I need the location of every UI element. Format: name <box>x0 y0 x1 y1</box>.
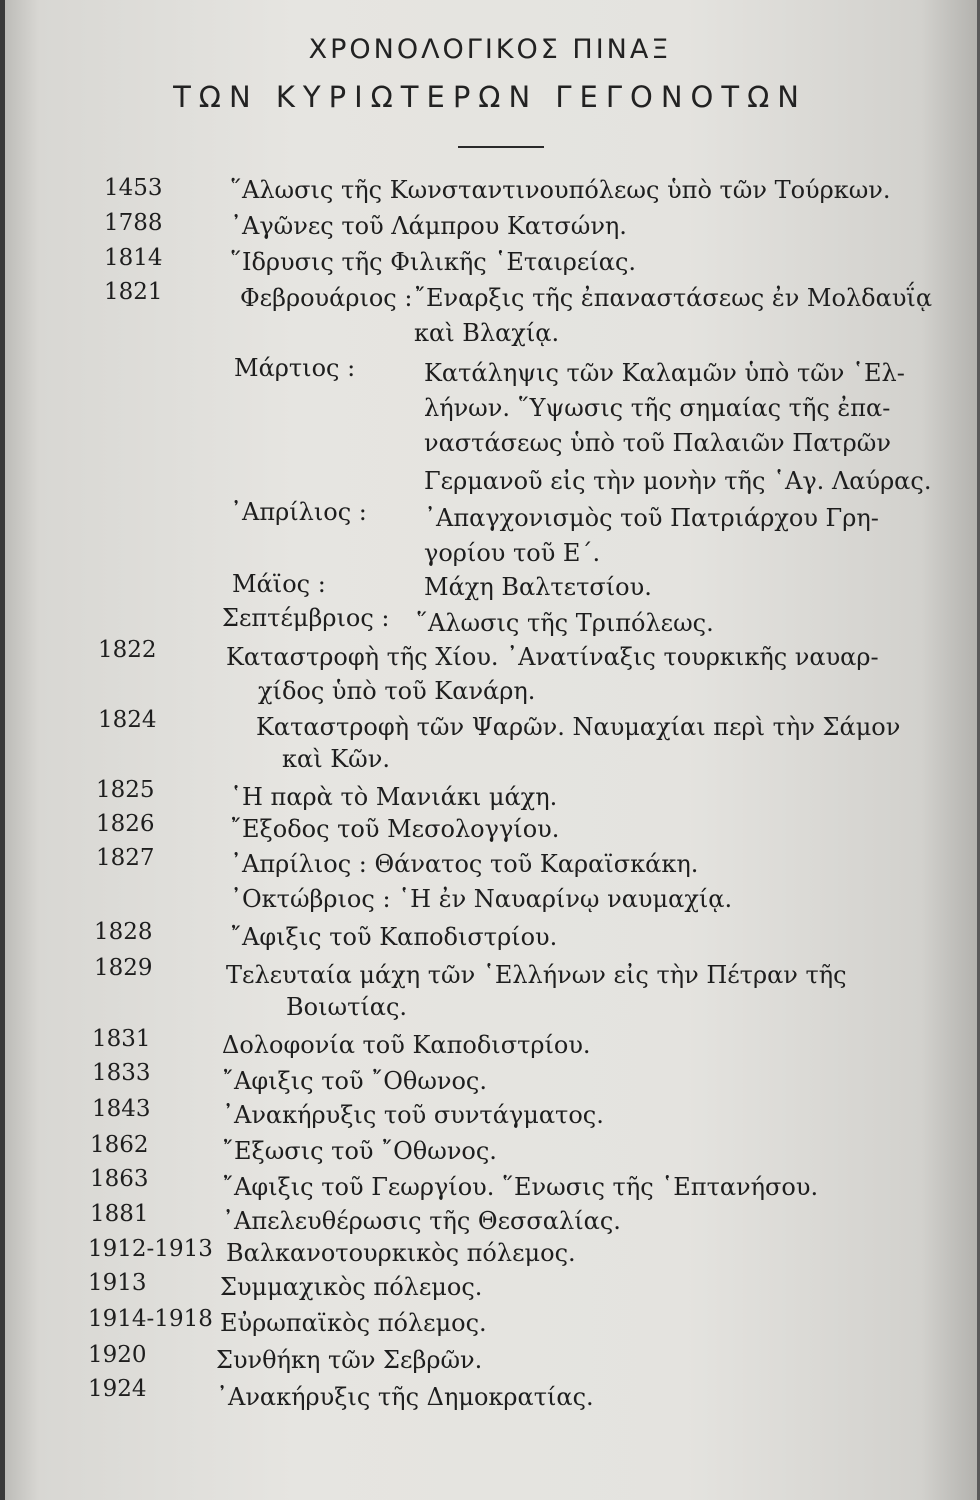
entry-year: 1913 <box>88 1270 147 1296</box>
entry-month: Μάρτιος : <box>234 354 356 382</box>
entry-text: ῞Αλωσις τῆς Κωνσταντινουπόλεως ὑπὸ τῶν Τούρκων. <box>230 176 891 204</box>
entry-year: 1912-1913 <box>88 1236 213 1262</box>
entry-text: ῎Αφιξις τοῦ Γεωργίου. ῞Ενωσις τῆς ῾Επτανήσου. <box>222 1173 819 1201</box>
entry-text: ᾿Ανακήρυξις τοῦ συντάγματος. <box>222 1101 604 1129</box>
entry-year: 1831 <box>92 1026 151 1052</box>
entry-text: ᾿Απαγχονισμὸς τοῦ Πατριάρχου Γρη- <box>424 504 879 532</box>
entry-text: Συνθήκη τῶν Σεβρῶν. <box>216 1346 483 1374</box>
entry-year: 1827 <box>96 845 155 871</box>
entry-text: γορίου τοῦ Ε΄. <box>424 539 601 567</box>
entry-text: Βοιωτίας. <box>286 993 408 1021</box>
entry-text: ᾿Απρίλιος : Θάνατος τοῦ Καραϊσκάκη. <box>230 850 699 878</box>
page-title-line-1: ΧΡΟΝΟΛΟΓΙΚΟΣ ΠΙΝΑΞ <box>308 34 672 65</box>
entry-text: ναστάσεως ὑπὸ τοῦ Παλαιῶν Πατρῶν <box>424 429 891 457</box>
entry-month: Φεβρουάριος : <box>240 284 413 312</box>
entry-year: 1814 <box>104 245 163 271</box>
entry-text: ᾿Αγῶνες τοῦ Λάμπρου Κατσώνη. <box>230 212 627 240</box>
entry-year: 1843 <box>92 1096 151 1122</box>
entry-text: καὶ Βλαχίᾳ. <box>414 319 560 347</box>
entry-text: ῎Αφιξις τοῦ Καποδιστρίου. <box>230 923 558 951</box>
entry-year: 1821 <box>104 279 163 305</box>
entry-year: 1826 <box>96 811 155 837</box>
entry-text: Βαλκανοτουρκικὸς πόλεμος. <box>226 1239 576 1267</box>
entry-text: ῎Αφιξις τοῦ ῎Οθωνος. <box>222 1067 487 1095</box>
entry-text: Κατάληψις τῶν Καλαμῶν ὑπὸ τῶν ῾Ελ- <box>424 359 905 387</box>
entry-text: ᾿Ανακήρυξις τῆς Δημοκρατίας. <box>216 1383 594 1411</box>
entry-text: Μάχη Βαλτετσίου. <box>424 573 652 601</box>
entry-month: Μάϊος : <box>232 570 326 598</box>
entry-text: λήνων. ῞Υψωσις τῆς σημαίας τῆς ἐπα- <box>424 394 891 422</box>
entry-text: ῎Εξωσις τοῦ ῎Οθωνος. <box>222 1137 497 1165</box>
entry-year: 1453 <box>104 175 163 201</box>
entry-text: Καταστροφὴ τῶν Ψαρῶν. Ναυμαχίαι περὶ τὴν Σάμον <box>256 713 901 741</box>
entry-text: ῞Ιδρυσις τῆς Φιλικῆς ῾Εταιρείας. <box>230 248 637 276</box>
entry-year: 1881 <box>90 1201 149 1227</box>
entry-year: 1833 <box>92 1060 151 1086</box>
entry-text: Δολοφονία τοῦ Καποδιστρίου. <box>222 1031 591 1059</box>
entry-text: ῞Αλωσις τῆς Τριπόλεως. <box>416 609 714 637</box>
title-divider <box>458 146 544 148</box>
entry-year: 1924 <box>88 1376 147 1402</box>
entry-year: 1863 <box>90 1166 149 1192</box>
entry-year: 1828 <box>94 919 153 945</box>
entry-year: 1829 <box>94 955 153 981</box>
entry-text: καὶ Κῶν. <box>282 745 390 773</box>
entry-text: Καταστροφὴ τῆς Χίου. ᾿Ανατίναξις τουρκικῆς ναυαρ- <box>226 643 879 671</box>
entry-text: Τελευταία μάχη τῶν ῾Ελλήνων εἰς τὴν Πέτραν τῆς <box>226 961 847 989</box>
entry-text: ᾿Οκτώβριος : ῾Η ἐν Ναυαρίνῳ ναυμαχίᾳ. <box>230 885 733 913</box>
entry-year: 1788 <box>104 210 163 236</box>
entry-text: ῎Εναρξις τῆς ἐπαναστάσεως ἐν Μολδαυΐᾳ <box>414 284 933 312</box>
entry-text: χίδος ὑπὸ τοῦ Κανάρη. <box>258 677 536 705</box>
entry-text: Εὐρωπαϊκὸς πόλεμος. <box>220 1309 487 1337</box>
entry-year: 1862 <box>90 1132 149 1158</box>
entry-text: Γερμανοῦ εἰς τὴν μονὴν τῆς ῾Αγ. Λαύρας. <box>424 467 932 495</box>
entry-text: ᾿Απελευθέρωσις τῆς Θεσσαλίας. <box>222 1207 621 1235</box>
entry-text: ῾Η παρὰ τὸ Μανιάκι μάχη. <box>230 783 558 811</box>
entry-month: ᾿Απρίλιος : <box>230 498 367 526</box>
entry-year: 1822 <box>98 637 157 663</box>
entry-text: ῎Εξοδος τοῦ Μεσολογγίου. <box>230 815 560 843</box>
page-edge-left <box>0 0 5 1500</box>
page-title-line-2: ΤΩΝ ΚΥΡΙΩΤΕΡΩΝ ΓΕΓΟΝΟΤΩΝ <box>173 80 807 114</box>
entry-year: 1920 <box>88 1342 147 1368</box>
entry-year: 1824 <box>98 707 157 733</box>
entry-month: Σεπτέμβριος : <box>222 604 390 632</box>
entry-text: Συμμαχικὸς πόλεμος. <box>220 1273 483 1301</box>
entry-year: 1825 <box>96 777 155 803</box>
entry-year: 1914-1918 <box>88 1306 213 1332</box>
